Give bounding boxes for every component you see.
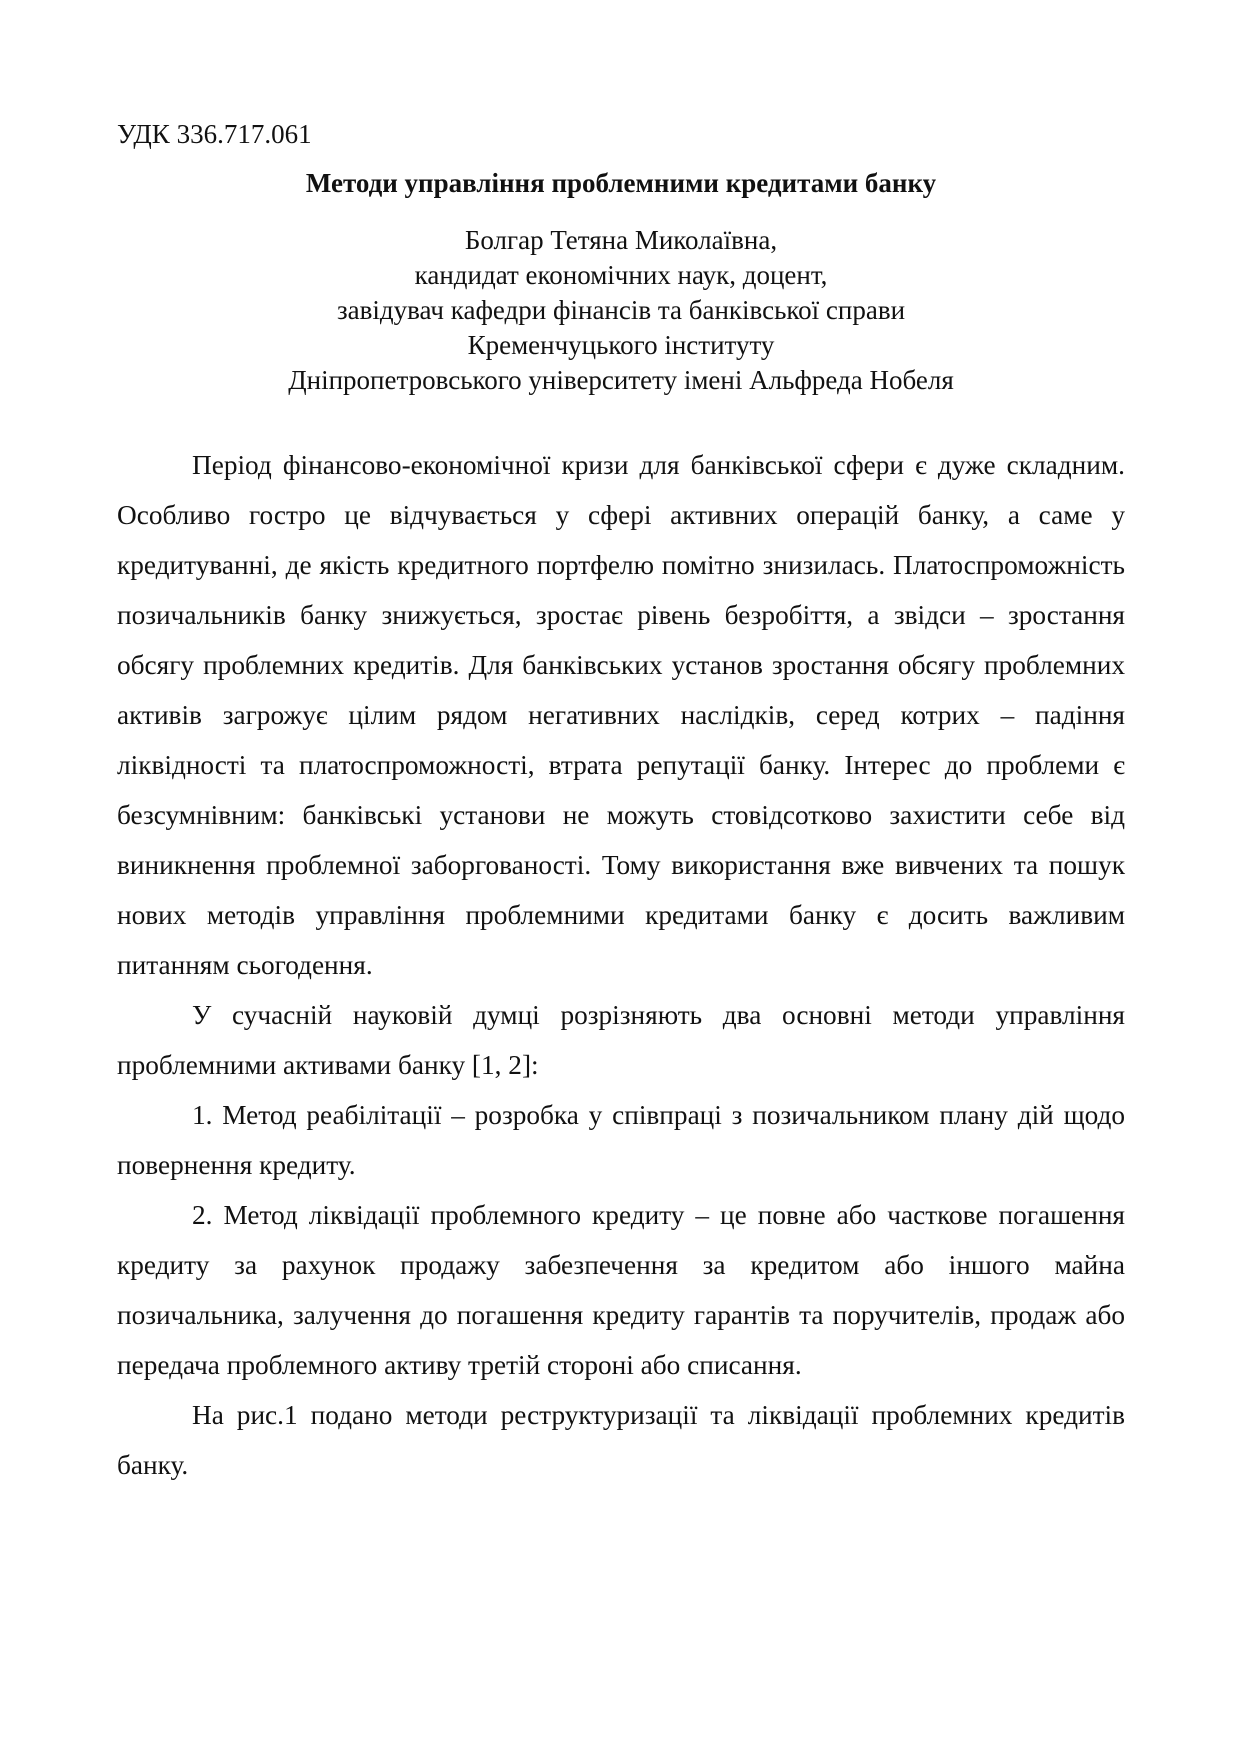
paragraph-methods: У сучасній науковій думці розрізняють два основні методи управління проблемними активами банку [1, 2]: — [117, 1000, 1125, 1080]
paragraph-intro: Період фінансово-економічної кризи для банківської сфери є дуже складним. Особливо гостро це відчувається у сфері активних операцій банку, а саме у кредитуванні, де якість кредитного портфелю помітно знизилась. Платоспроможність позичальників банку знижується, зростає рівень безробіття, а звідси – зростання обсягу проблемних кредитів. Для банківських установ зростання обсягу проблемних активів загрожує цілим рядом негативних наслідків, серед котрих – падіння ліквідності та платоспроможності, втрата репутації банку. Інтерес до проблеми є безсумнівним: банківські установи не можуть стовідсотково захистити себе від виникнення проблемної заборгованості. Тому використання вже вивчених та пошук нових методів управління проблемними кредитами банку є досить важливим питанням сьогодення. — [117, 450, 1125, 980]
author-position: завідувач кафедри фінансів та банківської справи — [336, 295, 906, 325]
udk-code: УДК 336.717.061 — [117, 119, 312, 149]
article-title: Методи управління проблемними кредитами банку — [305, 168, 937, 198]
paragraph-method-rehabilitation: 1. Метод реабілітації – розробка у співпраці з позичальником плану дій щодо повернення кредиту. — [117, 1100, 1125, 1180]
paragraph-method-liquidation: 2. Метод ліквідації проблемного кредиту – це повне або часткове погашення кредиту за рахунок продажу забезпечення за кредитом або іншого майна позичальника, залучення до погашення кредиту гарантів та поручителів, продаж або передача проблемного активу третій стороні або списання. — [117, 1200, 1125, 1380]
author-info — [117, 223, 1125, 398]
author-university: Дніпропетровського університету імені Альфреда Нобеля — [288, 365, 954, 395]
author-institute: Кременчуцького інституту — [467, 330, 775, 360]
author-degree: кандидат економічних наук, доцент, — [414, 260, 828, 290]
article-body — [117, 440, 1125, 1490]
paragraph-figure-reference: На рис.1 подано методи реструктуризації та ліквідації проблемних кредитів банку. — [117, 1400, 1125, 1480]
author-name: Болгар Тетяна Миколаївна, — [464, 225, 778, 255]
